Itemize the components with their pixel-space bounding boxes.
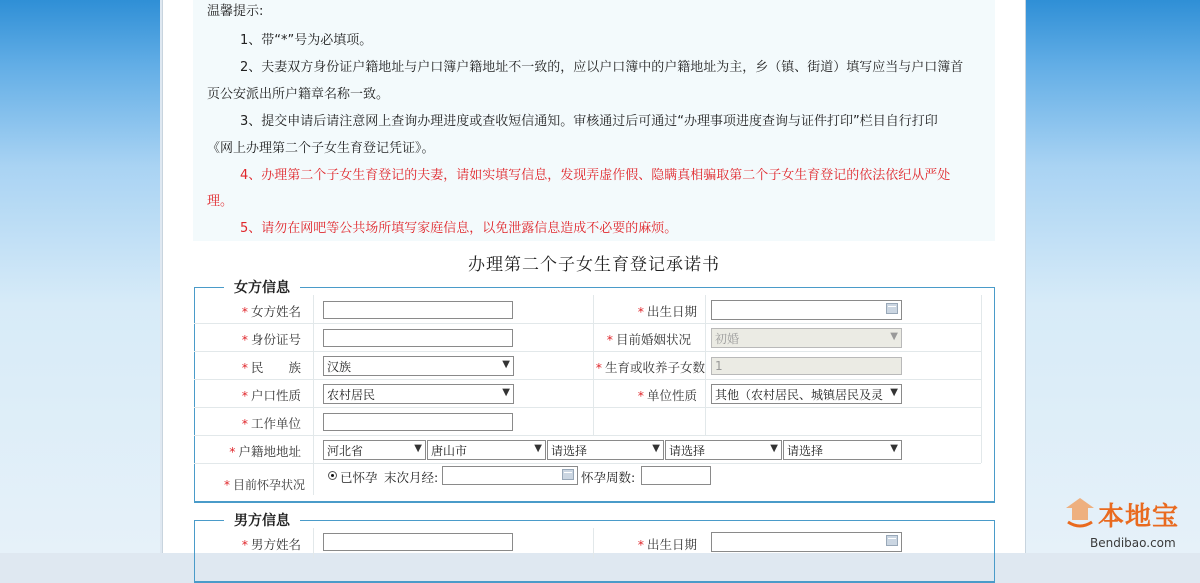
tip-2a: 2、夫妻双方身份证户籍地址与户口簿户籍地址不一致的，应以户口簿中的户籍地址为主，乡（镇、街道）填写应当与户口簿首 xyxy=(240,60,964,75)
tip-4b: 理。 xyxy=(207,194,234,209)
chevron-down-icon: ▼ xyxy=(652,443,660,454)
female-birth-label: * 出生日期 xyxy=(637,304,697,319)
address-county-select[interactable]: 请选择 ▼ xyxy=(547,440,664,460)
female-work-label: * 工作单位 xyxy=(241,416,301,431)
female-id-label: * 身份证号 xyxy=(241,332,301,347)
last-period-input[interactable] xyxy=(442,466,578,485)
tip-3b: 《网上办理第二个子女生育登记凭证》。 xyxy=(207,141,435,156)
chevron-down-icon: ▼ xyxy=(890,387,898,398)
pregnant-radio[interactable] xyxy=(328,471,337,480)
female-work-input[interactable] xyxy=(323,413,513,431)
female-unit-type-label: * 单位性质 xyxy=(637,388,697,403)
female-id-input[interactable] xyxy=(323,329,513,347)
female-legend: 女方信息 xyxy=(224,277,300,297)
female-children-label: * 生育或收养子女数 xyxy=(595,360,705,375)
weeks-input[interactable] xyxy=(641,466,711,485)
watermark xyxy=(1060,490,1200,553)
address-province-select[interactable]: 河北省 ▼ xyxy=(323,440,426,460)
address-village-select[interactable]: 请选择 ▼ xyxy=(783,440,902,460)
female-unit-type-select[interactable]: 其他（农村居民、城镇居民及灵 ▼ xyxy=(711,384,902,404)
chevron-down-icon: ▼ xyxy=(890,331,898,342)
chevron-down-icon: ▼ xyxy=(502,387,510,398)
chevron-down-icon: ▼ xyxy=(414,443,422,454)
calendar-icon[interactable] xyxy=(886,535,898,546)
weeks-label: 怀孕周数: xyxy=(581,470,636,485)
watermark-site: Bendibao.com xyxy=(1090,536,1176,550)
male-birth-input[interactable] xyxy=(711,532,902,552)
col-divider xyxy=(313,295,314,495)
male-name-input[interactable] xyxy=(323,533,513,551)
female-name-input[interactable] xyxy=(323,301,513,319)
female-ethnic-select[interactable]: 汉族 ▼ xyxy=(323,356,514,376)
female-marital-select[interactable]: 初婚 ▼ xyxy=(711,328,902,348)
tip-4a: 4、办理第二个子女生育登记的夫妻，请如实填写信息，发现弄虚作假、隐瞒真相骗取第二个子女生育登记的依法依纪从严处 xyxy=(240,168,951,183)
pregnant-option-label: 已怀孕 xyxy=(340,470,378,485)
female-children-input[interactable]: 1 xyxy=(711,357,902,375)
tip-2b: 页公安派出所户籍章名称一致。 xyxy=(207,87,390,102)
col-divider xyxy=(981,295,982,463)
watermark-logo-icon xyxy=(1060,494,1100,534)
chevron-down-icon: ▼ xyxy=(502,359,510,370)
chevron-down-icon: ▼ xyxy=(890,443,898,454)
tip-3a: 3、提交申请后请注意网上查询办理进度或查收短信通知。审核通过后可通过“办理事项进度查询与证件打印”栏目自行打印 xyxy=(240,114,938,129)
female-birth-input[interactable] xyxy=(711,300,902,320)
form-page xyxy=(162,0,1026,553)
tips-panel xyxy=(193,0,995,241)
male-name-label: * 男方姓名 xyxy=(241,537,301,552)
male-birth-label: * 出生日期 xyxy=(637,537,697,552)
chevron-down-icon: ▼ xyxy=(770,443,778,454)
tips-heading: 温馨提示: xyxy=(207,4,264,19)
col-divider xyxy=(705,295,706,435)
left-background xyxy=(0,0,160,553)
male-legend: 男方信息 xyxy=(224,510,300,530)
calendar-icon[interactable] xyxy=(886,303,898,314)
chevron-down-icon: ▼ xyxy=(534,443,542,454)
last-period-label: 末次月经: xyxy=(384,470,439,485)
female-pregnancy-label: * 目前怀孕状况 xyxy=(223,478,305,492)
female-address-label: * 户籍地地址 xyxy=(229,444,301,459)
calendar-icon[interactable] xyxy=(562,469,574,480)
female-hukou-label: * 户口性质 xyxy=(241,388,301,403)
address-city-select[interactable]: 唐山市 ▼ xyxy=(427,440,546,460)
female-hukou-select[interactable]: 农村居民 ▼ xyxy=(323,384,514,404)
address-town-select[interactable]: 请选择 ▼ xyxy=(665,440,782,460)
tip-1: 1、带“*”号为必填项。 xyxy=(240,33,373,48)
female-ethnic-label: * 民 族 xyxy=(241,360,301,375)
right-background xyxy=(1024,0,1200,553)
col-divider xyxy=(313,528,314,558)
female-marital-label: * 目前婚姻状况 xyxy=(606,332,691,347)
female-name-label: * 女方姓名 xyxy=(241,304,301,319)
watermark-brand: 本地宝 xyxy=(1098,502,1180,532)
tip-5: 5、请勿在网吧等公共场所填写家庭信息，以免泄露信息造成不必要的麻烦。 xyxy=(240,221,678,236)
form-title: 办理第二个子女生育登记承诺书 xyxy=(468,255,720,275)
